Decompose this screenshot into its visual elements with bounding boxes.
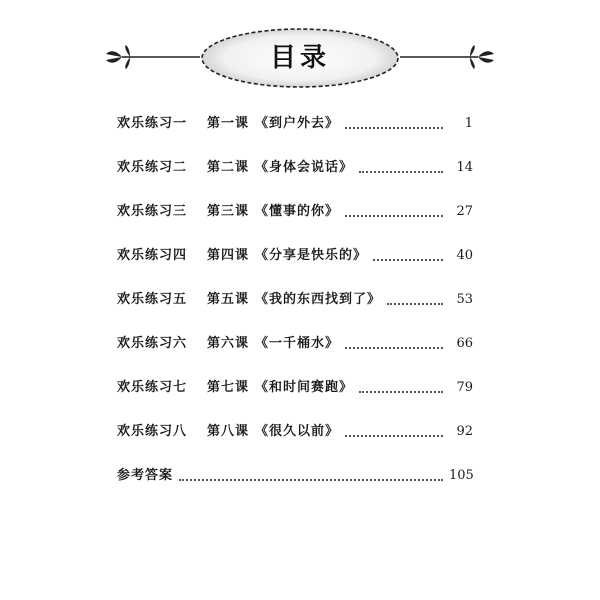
toc-row-3[interactable] [117, 198, 473, 220]
lesson-label: 第一课 [207, 116, 250, 131]
toc-row-8[interactable] [117, 418, 473, 440]
toc-row-answers[interactable] [117, 462, 473, 484]
page-number: 27 [456, 204, 473, 219]
dot-leader [345, 214, 443, 217]
lesson-name: 《我的东西找到了》 [255, 292, 382, 307]
page-number: 105 [449, 468, 474, 483]
exercise-label: 欢乐练习二 [117, 160, 188, 175]
dot-leader [387, 302, 443, 305]
lesson-label: 第八课 [207, 424, 250, 439]
lesson-name: 《和时间赛跑》 [255, 380, 354, 395]
lesson-name: 《身体会说话》 [255, 160, 354, 175]
page-title: 目录 [269, 43, 330, 73]
exercise-label: 欢乐练习一 [117, 116, 188, 131]
dot-leader [179, 478, 443, 481]
lesson-name: 《一千桶水》 [255, 336, 340, 351]
lesson-name: 《很久以前》 [255, 424, 340, 439]
exercise-label: 欢乐练习六 [117, 336, 188, 351]
lesson-label: 第四课 [207, 248, 250, 263]
page-number: 66 [456, 336, 473, 351]
answers-label: 参考答案 [117, 468, 174, 483]
toc-row-7[interactable] [117, 374, 473, 396]
exercise-label: 欢乐练习四 [117, 248, 188, 263]
dot-leader [345, 126, 443, 129]
lesson-name: 《分享是快乐的》 [255, 248, 368, 263]
dot-leader [359, 390, 443, 393]
page-number: 92 [456, 424, 473, 439]
toc-row-5[interactable] [117, 286, 473, 308]
exercise-label: 欢乐练习五 [117, 292, 188, 307]
dot-leader [345, 346, 443, 349]
lesson-label: 第三课 [207, 204, 250, 219]
lesson-label: 第六课 [207, 336, 250, 351]
page-number: 53 [456, 292, 473, 307]
dot-leader [373, 258, 443, 261]
page-number: 79 [456, 380, 473, 395]
page-number: 14 [456, 160, 473, 175]
exercise-label: 欢乐练习三 [117, 204, 188, 219]
exercise-label: 欢乐练习八 [117, 424, 188, 439]
page-number: 1 [464, 116, 473, 131]
toc-row-4[interactable] [117, 242, 473, 264]
lesson-name: 《懂事的你》 [255, 204, 340, 219]
dot-leader [359, 170, 443, 173]
lesson-label: 第五课 [207, 292, 250, 307]
page-number: 40 [456, 248, 473, 263]
toc-row-6[interactable] [117, 330, 473, 352]
exercise-label: 欢乐练习七 [117, 380, 188, 395]
lesson-name: 《到户外去》 [255, 116, 340, 131]
lesson-label: 第二课 [207, 160, 250, 175]
toc-row-1[interactable] [117, 110, 473, 132]
dot-leader [345, 434, 443, 437]
toc-row-2[interactable] [117, 154, 473, 176]
lesson-label: 第七课 [207, 380, 250, 395]
